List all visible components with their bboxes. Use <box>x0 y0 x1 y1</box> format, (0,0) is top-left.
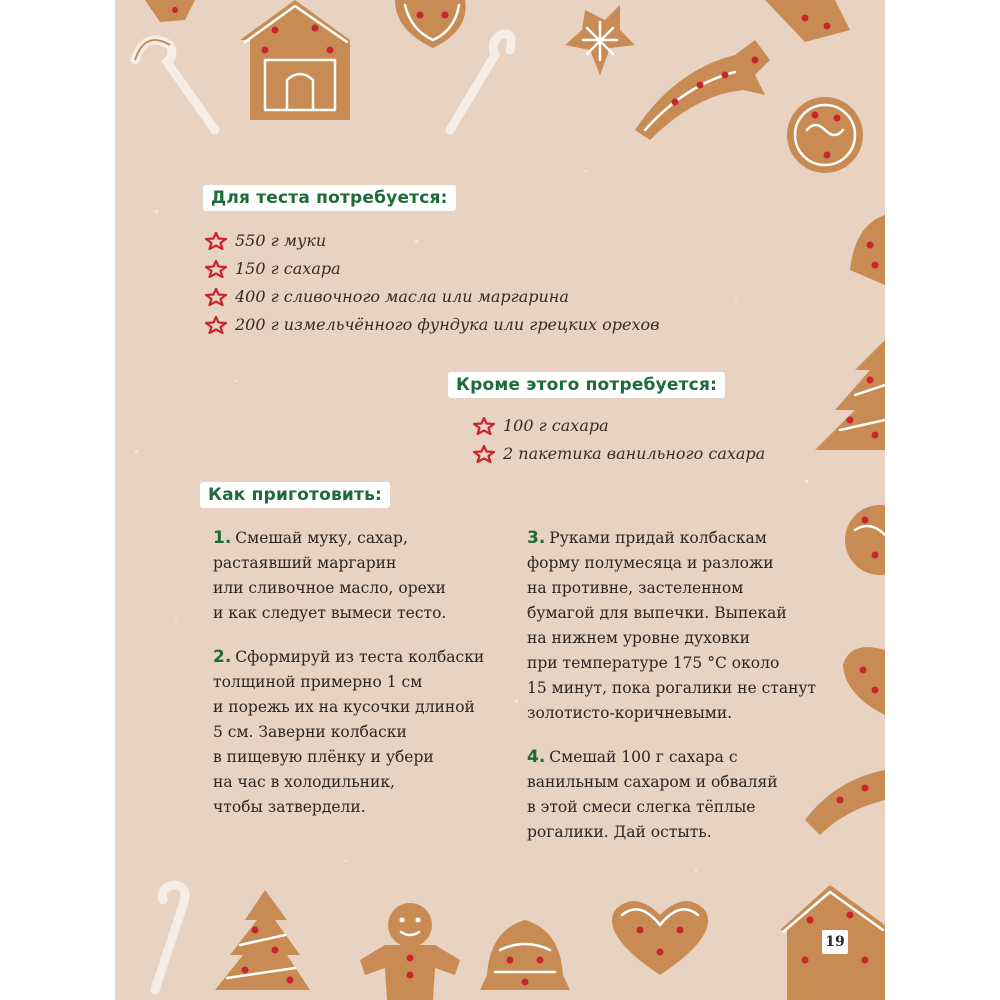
list-item: 100 г сахара <box>473 412 765 440</box>
extra-ingredients-list <box>473 412 765 468</box>
dough-heading: Для теста потребуется: <box>203 185 456 211</box>
gingerbread-heart-icon <box>145 0 195 22</box>
gingerbread-heart-icon <box>843 647 885 715</box>
ornament-cookie-icon <box>845 505 885 575</box>
list-item: 200 г измельчённого фундука или грецких орехов <box>205 311 659 339</box>
step-number: 3. <box>527 528 546 548</box>
method-heading: Как приготовить: <box>200 482 390 508</box>
step-2: 2. Сформируй из теста колбаски толщиной примерно 1 см и порежь их на кусочки длиной 5 см. Заверни колбаски в пищевую плёнку и убери на час в холодильник, чтобы затвердели. <box>213 647 485 816</box>
step-3: 3. Руками придай колбаскам форму полумесяца и разложи на противне, застеленном бумагой для выпечки. Выпекай на нижнем уровне духовки при температуре 175 °C около 15 минут, пока рогалики не станут золотисто-коричневыми. <box>527 528 817 722</box>
bell-cookie-icon <box>850 215 885 285</box>
star-bullet-icon <box>205 316 227 334</box>
shooting-star-cookie-icon <box>635 40 770 140</box>
shooting-star-cookie-icon <box>805 770 885 835</box>
gingerbread-house-icon <box>240 0 350 120</box>
gingerbread-man-icon <box>360 903 460 1000</box>
star-bullet-icon <box>205 260 227 278</box>
bell-cookie-icon <box>480 920 570 990</box>
candy-cane-icon <box>155 885 185 990</box>
step-number: 1. <box>213 528 232 548</box>
list-item: 400 г сливочного масла или маргарина <box>205 283 659 311</box>
christmas-tree-cookie-icon <box>815 340 885 450</box>
dough-ingredients-list <box>205 227 659 339</box>
step-number: 2. <box>213 647 232 667</box>
star-bullet-icon <box>473 445 495 463</box>
snowflake-star-icon <box>565 5 635 75</box>
list-item: 550 г муки <box>205 227 659 255</box>
step-1: 1. Смешай муку, сахар, растаявший маргарин или сливочное масло, орехи и как следует вымеси тесто. <box>213 528 447 622</box>
christmas-tree-cookie-icon <box>215 890 310 990</box>
extra-heading: Кроме этого потребуется: <box>448 372 725 398</box>
list-item: 2 пакетика ванильного сахара <box>473 440 765 468</box>
candy-cane-icon <box>135 40 215 130</box>
page-number: 19 <box>822 930 848 954</box>
christmas-tree-cookie-icon <box>765 0 850 42</box>
gingerbread-heart-icon <box>395 0 466 48</box>
step-4: 4. Смешай 100 г сахара с ванильным сахаром и обваляй в этой смеси слегка тёплые рогалики. Дай остыть. <box>527 747 778 841</box>
star-bullet-icon <box>205 288 227 306</box>
star-bullet-icon <box>205 232 227 250</box>
gingerbread-heart-icon <box>612 901 708 975</box>
list-item: 150 г сахара <box>205 255 659 283</box>
step-number: 4. <box>527 747 546 767</box>
candy-cane-icon <box>450 34 511 130</box>
star-bullet-icon <box>473 417 495 435</box>
recipe-page <box>115 0 885 1000</box>
ornament-cookie-icon <box>787 97 863 173</box>
